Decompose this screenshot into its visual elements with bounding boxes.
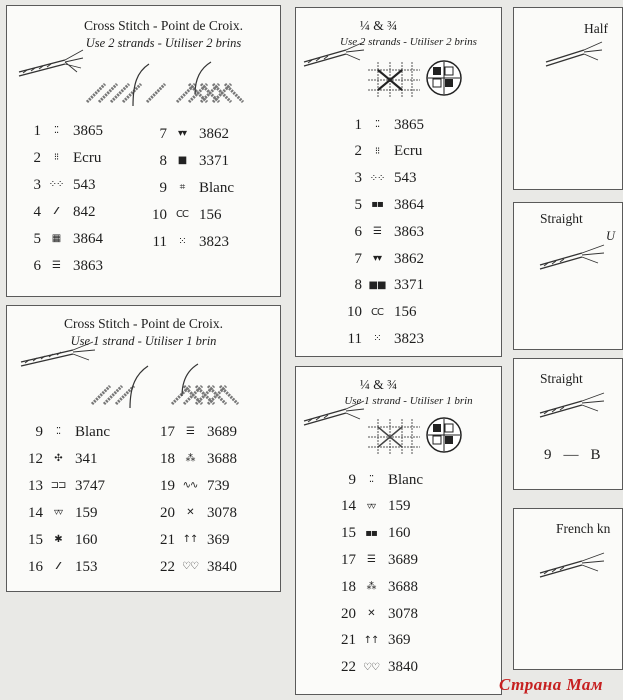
dash-symbol: — [563, 446, 579, 463]
item-number: 6 [33, 257, 41, 274]
item-code: Ecru [394, 143, 423, 160]
item-code: 3863 [73, 257, 103, 274]
item-code: Ecru [73, 149, 102, 166]
list-item [320, 603, 418, 625]
item-code: 160 [388, 525, 411, 542]
item-number: 3 [354, 170, 362, 187]
item-code: Blanc [75, 423, 110, 440]
quarter-stitch-1-strand-panel [295, 366, 502, 695]
panel-title: ¼ & ¾ [359, 18, 398, 33]
list-item [320, 657, 418, 679]
list-item [21, 421, 110, 443]
chart-symbol-icon: ▿▿ [366, 500, 376, 512]
list-item [320, 469, 423, 491]
list-item [332, 141, 422, 163]
chart-symbol-icon: ♡♡ [363, 661, 379, 673]
list-item [149, 475, 230, 497]
chart-symbol-icon: ⁝⁝ [374, 145, 380, 157]
item-code: 3689 [207, 423, 237, 440]
list-item [21, 556, 98, 578]
item-number: 14 [341, 498, 356, 515]
needle-thread-icon [302, 397, 367, 432]
chart-symbol-icon: CC [371, 306, 383, 318]
item-code: 3865 [73, 122, 103, 139]
list-item [143, 150, 229, 172]
item-number: 13 [28, 477, 43, 494]
item-code: 3862 [199, 125, 229, 142]
item-code: 3840 [388, 659, 418, 676]
cross-stitch-diagram-icon [77, 54, 247, 114]
chart-symbol-icon: ☰ [52, 260, 60, 271]
item-code: B [590, 446, 601, 463]
item-number: 7 [159, 125, 167, 142]
chart-symbol-icon: ⁂ [366, 581, 376, 593]
item-number: 22 [341, 659, 356, 676]
item-code: 369 [388, 632, 411, 649]
list-item [332, 248, 424, 270]
item-number: 10 [152, 206, 167, 223]
chart-symbol-icon: ■ [177, 155, 187, 166]
panel-subtitle: U [606, 229, 616, 243]
item-code: 159 [75, 504, 98, 521]
item-number: 22 [160, 558, 175, 575]
panel-title: Half [584, 21, 608, 36]
chart-symbol-icon: ∿∿ [182, 480, 198, 491]
needle-thread-icon [544, 38, 604, 73]
panel-subtitle: Use 1 strand - Utiliser 1 brin [344, 395, 473, 407]
list-item [143, 123, 229, 145]
item-code: 3371 [199, 152, 229, 169]
item-code: 3747 [75, 477, 105, 494]
item-number: 10 [347, 304, 362, 321]
item-number: 20 [160, 504, 175, 521]
chart-symbol-icon: ↑↑ [363, 634, 379, 646]
chart-symbol-icon: ⁘⁘ [48, 179, 64, 190]
panel-title: Straight [540, 371, 583, 386]
list-item [21, 147, 101, 169]
chart-symbol-icon: ↑↑ [182, 534, 198, 545]
item-code: 3863 [394, 223, 424, 240]
item-number: 12 [28, 450, 43, 467]
list-item [21, 228, 103, 250]
item-number: 7 [354, 250, 362, 267]
item-code: 3840 [207, 558, 237, 575]
list-item [149, 421, 237, 443]
chart-symbol-icon: ⁚⁚ [55, 426, 61, 437]
item-code: Blanc [388, 471, 423, 488]
item-code: 3823 [394, 330, 424, 347]
item-number: 17 [160, 423, 175, 440]
item-code: 3689 [388, 551, 418, 568]
item-code: 3688 [207, 450, 237, 467]
item-number: 1 [33, 122, 41, 139]
cross-stitch-diagram-icon [82, 356, 252, 416]
needle-thread-icon [538, 549, 608, 584]
list-item [332, 168, 417, 190]
panel-title: French kn [556, 521, 611, 536]
panel-title: Cross Stitch - Point de Croix. [83, 18, 243, 33]
item-number: 4 [33, 203, 41, 220]
item-code: 3688 [388, 578, 418, 595]
item-code: 156 [199, 206, 222, 223]
item-number: 9 [159, 179, 167, 196]
item-code: 842 [73, 203, 96, 220]
list-item [332, 114, 424, 136]
list-item [332, 275, 424, 297]
list-item [143, 204, 222, 226]
item-number: 6 [354, 223, 362, 240]
list-item [21, 201, 96, 223]
list-item [143, 177, 234, 199]
item-code: 156 [394, 304, 417, 321]
quarter-stitch-grid-icon [364, 60, 424, 100]
panel-title: Straight [540, 211, 583, 226]
straight-stitch-panel-1 [513, 202, 623, 350]
panel-title: Cross Stitch - Point de Croix. [63, 316, 223, 331]
chart-symbol-icon: ♡♡ [182, 561, 198, 572]
chart-symbol-icon: ⁙ [373, 333, 381, 345]
chart-symbol-icon: ☰ [367, 554, 375, 566]
chart-symbol-icon: ▪▪ [371, 199, 383, 211]
item-number: 9 [35, 423, 43, 440]
item-number: 20 [341, 605, 356, 622]
item-code: 160 [75, 531, 98, 548]
list-item [149, 502, 237, 524]
item-number: 5 [354, 196, 362, 213]
list-item [21, 502, 98, 524]
panel-subtitle: Use 2 strands - Utiliser 2 brins [85, 36, 242, 50]
item-code: 543 [394, 170, 417, 187]
item-number: 11 [347, 330, 362, 347]
chart-symbol-icon: ▾▾ [372, 253, 382, 264]
chart-symbol-icon: ⁚⁚ [368, 474, 374, 485]
list-item [21, 174, 96, 196]
list-item [149, 556, 237, 578]
item-code: 3078 [207, 504, 237, 521]
list-item [332, 328, 424, 350]
list-item [149, 448, 237, 470]
list-item [320, 576, 418, 598]
item-number: 9 [544, 446, 552, 463]
item-number: 3 [33, 176, 41, 193]
chart-symbol-icon: ▿▿ [53, 507, 63, 518]
list-item [320, 523, 411, 545]
chart-symbol-icon: ☰ [373, 226, 381, 238]
list-item [21, 475, 105, 497]
item-number: 11 [152, 233, 167, 250]
chart-symbol-icon: ✕ [367, 608, 375, 619]
quarter-stitch-chart-icon [424, 58, 464, 98]
chart-symbol-icon: ▾▾ [177, 128, 187, 139]
chart-symbol-icon: ⁘⁘ [369, 172, 385, 184]
item-number: 18 [341, 578, 356, 595]
list-item [320, 549, 418, 571]
list-item [149, 529, 230, 551]
item-code: 3371 [394, 277, 424, 294]
item-number: 9 [348, 471, 356, 488]
item-code: 3865 [394, 116, 424, 133]
item-number: 19 [160, 477, 175, 494]
item-number: 15 [341, 525, 356, 542]
item-code: Blanc [199, 179, 234, 196]
list-item [21, 529, 98, 551]
chart-symbol-icon: ■■ [368, 279, 386, 291]
item-number: 21 [341, 632, 356, 649]
item-number: 16 [28, 558, 43, 575]
list-item [544, 444, 601, 466]
needle-thread-icon [302, 38, 367, 73]
list-item [332, 221, 424, 243]
list-item [320, 630, 411, 652]
chart-symbol-icon: ☰ [186, 426, 194, 437]
chart-symbol-icon: ✕ [186, 507, 194, 518]
list-item [21, 120, 103, 142]
chart-symbol-icon: ⁄⁄ [57, 561, 59, 572]
item-number: 15 [28, 531, 43, 548]
chart-symbol-icon: ⁂ [185, 453, 195, 464]
chart-symbol-icon: ▪▪ [365, 527, 377, 539]
item-number: 8 [159, 152, 167, 169]
cross-stitch-2-strands-panel [6, 5, 281, 297]
chart-symbol-icon: ✣ [54, 453, 62, 464]
item-number: 5 [33, 230, 41, 247]
quarter-stitch-2-strands-panel [295, 7, 502, 357]
list-item [21, 448, 98, 470]
quarter-stitch-chart-icon [424, 415, 464, 455]
needle-thread-icon [538, 389, 608, 424]
chart-symbol-icon: ⌗ [179, 182, 185, 193]
item-code: 341 [75, 450, 98, 467]
panel-subtitle: Use 2 strands - Utiliser 2 brins [340, 36, 477, 48]
item-code: 543 [73, 176, 96, 193]
list-item [320, 496, 411, 518]
list-item [143, 231, 229, 253]
item-number: 14 [28, 504, 43, 521]
item-number: 2 [33, 149, 41, 166]
chart-symbol-icon: ⊐⊐ [50, 480, 66, 491]
chart-symbol-icon: ▦ [51, 233, 61, 244]
item-number: 2 [354, 143, 362, 160]
chart-symbol-icon: ⁝⁝ [53, 152, 59, 163]
item-code: 153 [75, 558, 98, 575]
item-number: 18 [160, 450, 175, 467]
french-knot-panel [513, 508, 623, 670]
item-number: 17 [341, 551, 356, 568]
chart-symbol-icon: ✱ [54, 534, 62, 545]
item-number: 8 [354, 277, 362, 294]
chart-symbol-icon: CC [176, 209, 188, 220]
item-code: 3823 [199, 233, 229, 250]
item-number: 21 [160, 531, 175, 548]
needle-thread-icon [538, 241, 608, 276]
cross-stitch-1-strand-panel [6, 305, 281, 592]
item-code: 369 [207, 531, 230, 548]
panel-subtitle: Use 1 strand - Utiliser 1 brin [70, 334, 217, 348]
straight-stitch-panel-2 [513, 358, 623, 490]
item-code: 3078 [388, 605, 418, 622]
chart-symbol-icon: ⁚⁚ [374, 119, 380, 130]
item-code: 3864 [73, 230, 103, 247]
chart-symbol-icon: ⁄⁄ [55, 206, 57, 217]
item-code: 3864 [394, 196, 424, 213]
item-number: 1 [354, 116, 362, 133]
item-code: 3862 [394, 250, 424, 267]
half-stitch-panel [513, 7, 623, 190]
item-code: 159 [388, 498, 411, 515]
list-item [332, 194, 424, 216]
chart-symbol-icon: ⁙ [178, 236, 186, 247]
panel-title: ¼ & ¾ [359, 377, 398, 392]
list-item [21, 255, 103, 277]
chart-symbol-icon: ⁚⁚ [53, 125, 59, 136]
watermark-logo: Страна Мам [498, 675, 603, 694]
item-code: 739 [207, 477, 230, 494]
quarter-stitch-grid-icon [364, 417, 424, 457]
list-item [332, 302, 417, 324]
